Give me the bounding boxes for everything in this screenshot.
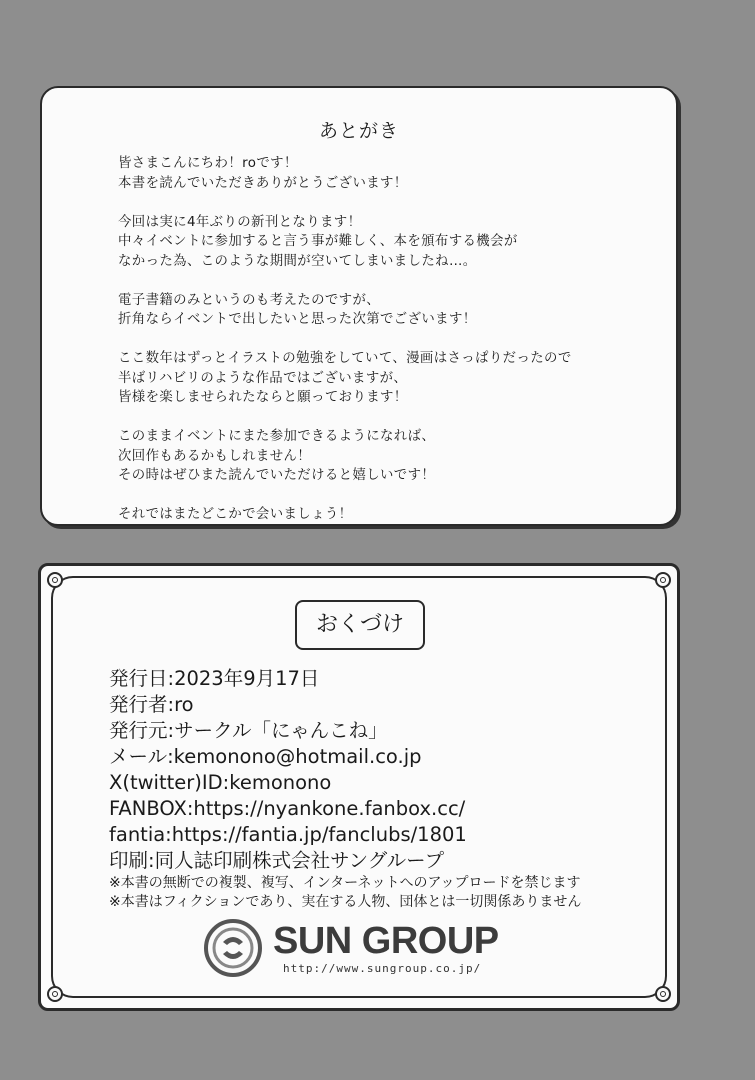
afterword-line: ここ数年はずっとイラストの勉強をしていて、漫画はさっぱりだったので — [118, 351, 572, 366]
publisher: 発行者:ro — [109, 693, 194, 716]
email: メール:kemonono@hotmail.co.jp — [109, 745, 422, 768]
afterword-line: なかった為、このような期間が空いてしまいましたね…。 — [118, 253, 477, 269]
twitter-id: X(twitter)ID:kemonono — [109, 771, 332, 794]
fantia-link: fantia:https://fantia.jp/fanclubs/1801 — [109, 823, 467, 846]
afterword-line: それではまたどこかで会いましょう！ — [118, 507, 353, 522]
afterword-line: その時はぜひまた読んでいただけると嬉しいです！ — [118, 468, 436, 483]
fiction-note: ※本書はフィクションであり、実在する人物、団体とは一切関係ありません — [109, 894, 582, 910]
logo-url: http://www.sungroup.co.jp/ — [283, 962, 482, 975]
afterword-line: このままイベントにまた参加できるようになれば、 — [118, 429, 436, 444]
colophon-panel — [38, 563, 680, 1011]
logo-wordmark: SUN GROUP — [273, 920, 499, 962]
afterword-line: 折角ならイベントで出したいと思った次第でございます！ — [118, 312, 477, 327]
afterword-line: 中々イベントに参加すると言う事が難しく、本を頒布する機会が — [118, 234, 518, 249]
circle-name: 発行元:サークル「にゃんこね」 — [109, 719, 388, 742]
afterword-line: 次回作もあるかもしれません！ — [118, 448, 312, 464]
afterword-paragraph — [118, 213, 658, 272]
printer-logo — [203, 918, 523, 982]
afterword-line: 皆様を楽しませられたならと願っております！ — [118, 390, 408, 405]
afterword-line: 皆さまこんにちわ！roです！ — [118, 156, 298, 171]
colophon-info — [109, 666, 669, 874]
afterword-paragraph — [118, 427, 658, 486]
afterword-panel — [40, 86, 678, 526]
afterword-body — [118, 154, 658, 544]
sun-group-logo-icon — [203, 918, 263, 978]
colophon-heading: おくづけ — [295, 600, 425, 650]
afterword-paragraph — [118, 291, 658, 330]
afterword-paragraph — [118, 349, 658, 408]
corner-ornament-icon — [655, 572, 671, 588]
publish-date: 発行日:2023年9月17日 — [109, 667, 320, 690]
corner-ornament-icon — [655, 986, 671, 1002]
afterword-line: 今回は実に4年ぶりの新刊となります！ — [118, 214, 362, 230]
afterword-paragraph — [118, 505, 658, 525]
afterword-line: 本書を読んでいただきありがとうございます！ — [118, 175, 408, 191]
afterword-title: あとがき — [318, 120, 399, 142]
afterword-line: 半ばリハビリのような作品ではございますが、 — [118, 370, 408, 386]
corner-ornament-icon — [47, 572, 63, 588]
afterword-paragraph — [118, 154, 658, 193]
printer: 印刷:同人誌印刷株式会社サングループ — [109, 849, 445, 872]
afterword-line: 電子書籍のみというのも考えたのですが、 — [118, 292, 381, 308]
colophon-notes — [109, 874, 669, 912]
corner-ornament-icon — [47, 986, 63, 1002]
copyright-note: ※本書の無断での複製、複写、インターネットへのアップロードを禁じます — [109, 875, 581, 891]
fanbox-link: FANBOX:https://nyankone.fanbox.cc/ — [109, 797, 466, 820]
